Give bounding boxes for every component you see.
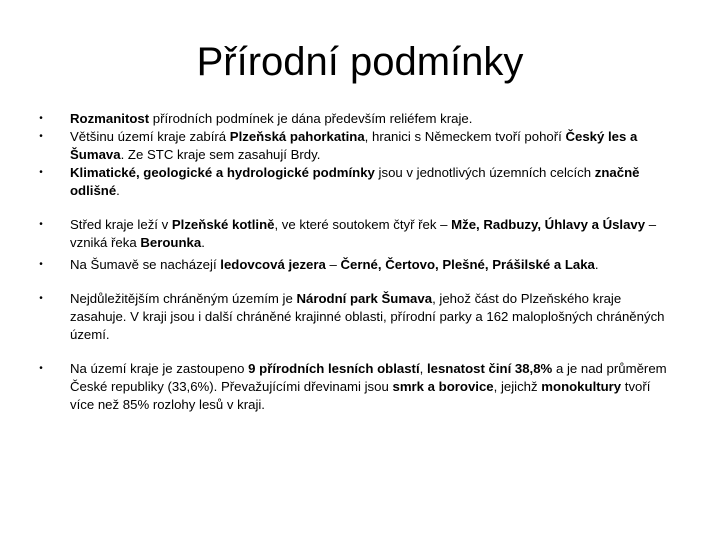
bullet-text: Nejdůležitějším chráněným územím je bbox=[70, 291, 297, 306]
bullet-text: – vzniká řeka bbox=[70, 217, 657, 250]
bullet-text: . bbox=[201, 235, 205, 250]
bullet-text: , jejichž bbox=[493, 379, 542, 394]
bullet-text: . bbox=[594, 257, 599, 272]
bullet-text-bold: monokultury bbox=[541, 379, 622, 394]
bullet-dot: • bbox=[39, 219, 43, 230]
bullet-text-bold: Plzeňské kotlině bbox=[171, 217, 275, 232]
bullet-text-bold: Národní park Šumava bbox=[296, 291, 433, 306]
bullet-item bbox=[0, 256, 720, 274]
spacer bbox=[0, 200, 720, 216]
bullet-text-bold: Klimatické, geologické a hydrologické podmínky bbox=[70, 165, 375, 180]
bullet-text: , bbox=[419, 361, 427, 376]
bullet-item bbox=[0, 164, 720, 200]
bullet-text-bold: Berounka bbox=[140, 235, 202, 250]
bullet-dot: • bbox=[39, 113, 43, 124]
bullet-text: Na území kraje je zastoupeno bbox=[70, 361, 249, 376]
bullet-text-bold: 9 přírodních lesních oblastí bbox=[248, 361, 420, 376]
bullet-item bbox=[0, 290, 720, 344]
bullet-dot: • bbox=[39, 293, 43, 304]
bullet-item bbox=[0, 110, 720, 128]
bullet-text: , hranici s Německem tvoří pohoří bbox=[364, 129, 566, 144]
bullet-text-bold: Černé, Čertovo, Plešné, Prášilské a Laka bbox=[340, 257, 595, 272]
bullet-text: , ve které soutokem čtyř řek – bbox=[274, 217, 452, 232]
bullet-text-bold: Mže, Radbuzy, Úhlavy a Úslavy bbox=[451, 217, 646, 232]
bullet-text-bold: Český les a Šumava bbox=[70, 129, 638, 162]
bullet-dot: • bbox=[39, 131, 43, 142]
bullet-text-bold: Rozmanitost bbox=[70, 111, 150, 126]
bullet-text: jsou v jednotlivých územních celcích bbox=[374, 165, 595, 180]
bullet-item bbox=[0, 128, 720, 164]
bullet-text: Většinu území kraje zabírá bbox=[70, 129, 230, 144]
bullet-text: Na Šumavě se nacházejí bbox=[70, 257, 221, 272]
bullet-text: tvoří více než 85% rozlohy lesů v kraji. bbox=[70, 379, 651, 412]
bullet-dot: • bbox=[39, 167, 43, 178]
bullet-text: . Ze STC kraje sem zasahují Brdy. bbox=[120, 147, 321, 162]
bullet-text: přírodních podmínek je dána především reliéfem kraje. bbox=[149, 111, 473, 126]
bullet-text-bold: Plzeňská pahorkatina bbox=[229, 129, 365, 144]
bullet-list bbox=[0, 110, 720, 414]
bullet-text-bold: lesnatost činí 38,8% bbox=[426, 361, 553, 376]
bullet-text: – bbox=[325, 257, 341, 272]
spacer bbox=[0, 274, 720, 290]
spacer bbox=[0, 344, 720, 360]
bullet-item bbox=[0, 216, 720, 252]
bullet-text: a je nad průměrem České republiky (33,6%). Převažujícími dřevinami jsou bbox=[70, 361, 667, 394]
slide-title: Přírodní podmínky bbox=[196, 40, 524, 84]
bullet-text-bold: ledovcová jezera bbox=[220, 257, 326, 272]
bullet-text: , jehož část do Plzeňského kraje zasahuje. V kraji jsou i další chráněné krajinné oblasti, přírodní parky a 162 maloplošných chráněných území. bbox=[70, 291, 665, 342]
bullet-item bbox=[0, 360, 720, 414]
bullet-dot: • bbox=[39, 259, 43, 270]
bullet-text: . bbox=[116, 183, 120, 198]
bullet-text: Střed kraje leží v bbox=[70, 217, 172, 232]
bullet-text-bold: značně odlišné bbox=[70, 165, 640, 198]
bullet-text-bold: smrk a borovice bbox=[392, 379, 494, 394]
bullet-dot: • bbox=[39, 363, 43, 374]
